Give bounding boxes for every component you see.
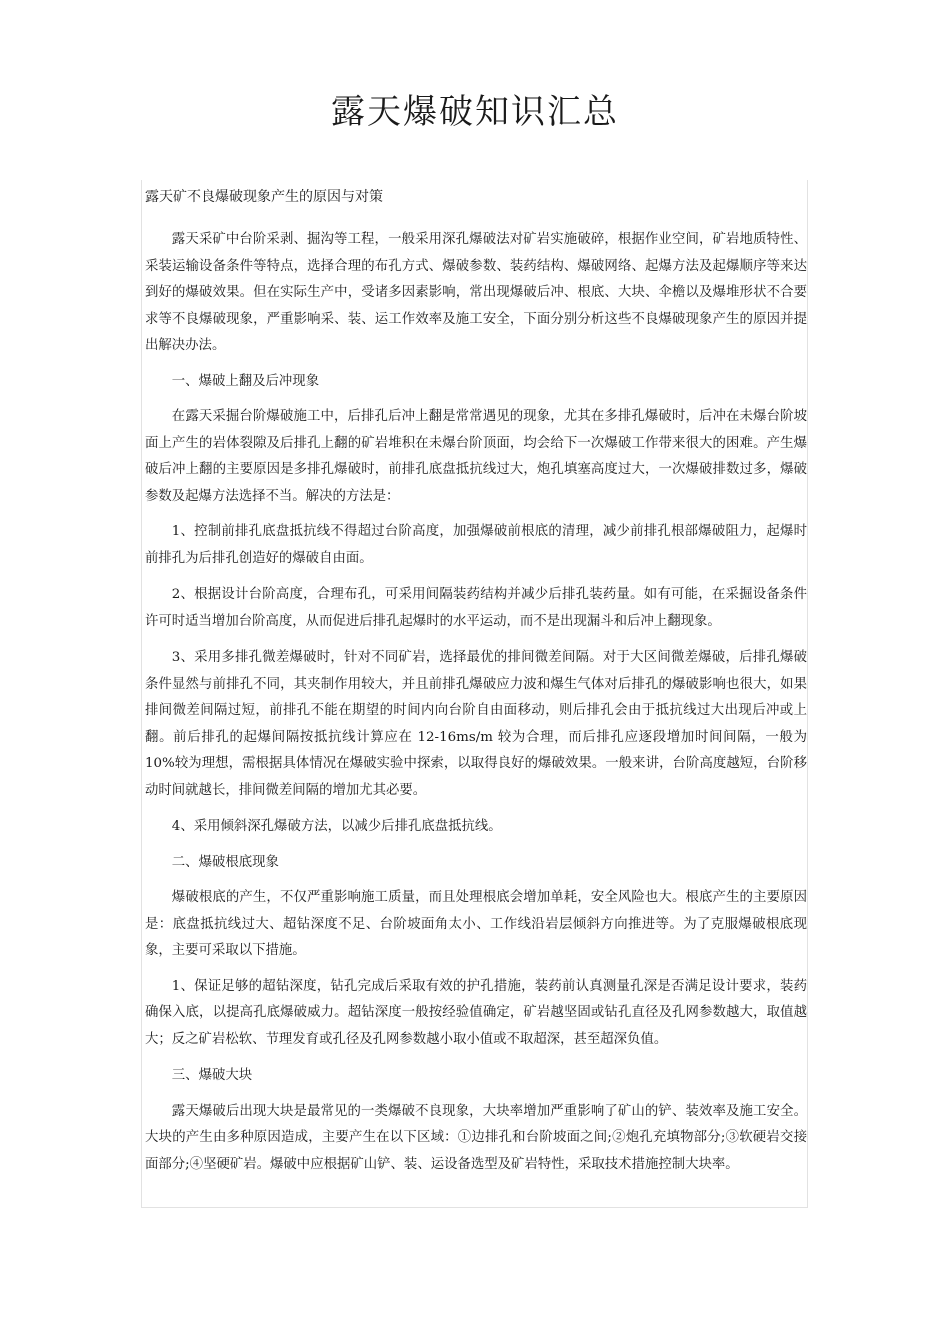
measure-4: 4、采用倾斜深孔爆破方法，以减少后排孔底盘抵抗线。 — [171, 819, 502, 834]
content-box — [141, 180, 808, 1208]
measure-1: 1、控制前排孔底盘抵抗线不得超过台阶高度，加强爆破前根底的清理，减少前排孔根部爆破阻力，起爆时前排孔为后排孔创造好的爆破自由面。 — [145, 524, 807, 566]
paragraph-boulders: 露天爆破后出现大块是最常见的一类爆破不良现象，大块率增加严重影响了矿山的铲、装效率及施工安全。大块的产生由多种原因造成，主要产生在以下区域：①边排孔和台阶坡面之间;②炮孔充填物部分;③软硬岩交接面部分;④坚硬矿岩。爆破中应根据矿山铲、装、运设备选型及矿岩特性，采取技术措施控制大块率。 — [145, 1103, 807, 1172]
heading-boulders: 三、爆破大块 — [171, 1068, 253, 1083]
measure-2: 2、根据设计台阶高度，合理布孔，可采用间隔装药结构并减少后排孔装药量。如有可能，在采掘设备条件许可时适当增加台阶高度，从而促进后排孔起爆时的水平运动，而不是出现漏斗和后冲上翻现象。 — [145, 587, 807, 629]
heading-backbreak: 一、爆破上翻及后冲现象 — [171, 373, 320, 389]
toe-measure-1: 1、保证足够的超钻深度，钻孔完成后采取有效的护孔措施，装药前认真测量孔深是否满足设计要求，装药确保入底，以提高孔底爆破威力。超钻深度一般按经验值确定，矿岩越坚固或钻孔直径及孔网参数越大，取值越大；反之矿岩松软、节理发育或孔径及孔网参数越小取小值或不取超深，甚至超深负值。 — [145, 978, 807, 1047]
body-text — [145, 227, 807, 1187]
measure-3: 3、采用多排孔微差爆破时，针对不同矿岩，选择最优的排间微差间隔。对于大区间微差爆破，后排孔爆破条件显然与前排孔不同，其夹制作用较大，并且前排孔爆破应力波和爆生气体对后排孔的爆破影响也很大，如果排间微差间隔过短，前排孔不能在期望的时间内向台阶自由面移动，则后排孔会由于抵抗线过大出现后冲或上翻。前后排孔的起爆间隔按抵抗线计算应在 12-16ms/m 较为合理，而后排孔应逐段增加时间间隔，一般为 10%较为理想，需根据具体情况在爆破实验中探索，以取得良好的爆破效果。一般来讲，台阶高度越短，台阶移动时间就越长，排间微差间隔的增加尤其必要。 — [145, 650, 807, 798]
paragraph-backbreak-cause: 在露天采掘台阶爆破施工中，后排孔后冲上翻是常常遇见的现象，尤其在多排孔爆破时，后冲在未爆台阶坡面上产生的岩体裂隙及后排孔上翻的矿岩堆积在未爆台阶顶面，均会给下一次爆破工作带来很大的困难。产生爆破后冲上翻的主要原因是多排孔爆破时，前排孔底盘抵抗线过大，炮孔填塞高度过大，一次爆破排数过多，爆破参数及起爆方法选择不当。解决的方法是： — [145, 409, 807, 504]
paragraph-toe-cause: 爆破根底的产生，不仅严重影响施工质量，而且处理根底会增加单耗，安全风险也大。根底产生的主要原因是：底盘抵抗线过大、超钻深度不足、台阶坡面角太小、工作线沿岩层倾斜方向推进等。为了克服爆破根底现象，主要可采取以下措施。 — [145, 890, 807, 958]
document-title: 露天爆破知识汇总 — [331, 92, 619, 132]
section-title: 露天矿不良爆破现象产生的原因与对策 — [145, 189, 383, 205]
intro-paragraph: 露天采矿中台阶采剥、掘沟等工程，一般采用深孔爆破法对矿岩实施破碎，根据作业空间，矿岩地质特性、采装运输设备条件等特点，选择合理的布孔方式、爆破参数、装药结构、爆破网络、起爆方法及起爆顺序等来达到好的爆破效果。但在实际生产中，受诸多因素影响，常出现爆破后冲、根底、大块、伞檐以及爆堆形状不合要求等不良爆破现象，严重影响采、装、运工作效率及施工安全，下面分别分析这些不良爆破现象产生的原因并提出解决办法。 — [145, 232, 807, 353]
heading-toe: 二、爆破根底现象 — [171, 854, 279, 870]
